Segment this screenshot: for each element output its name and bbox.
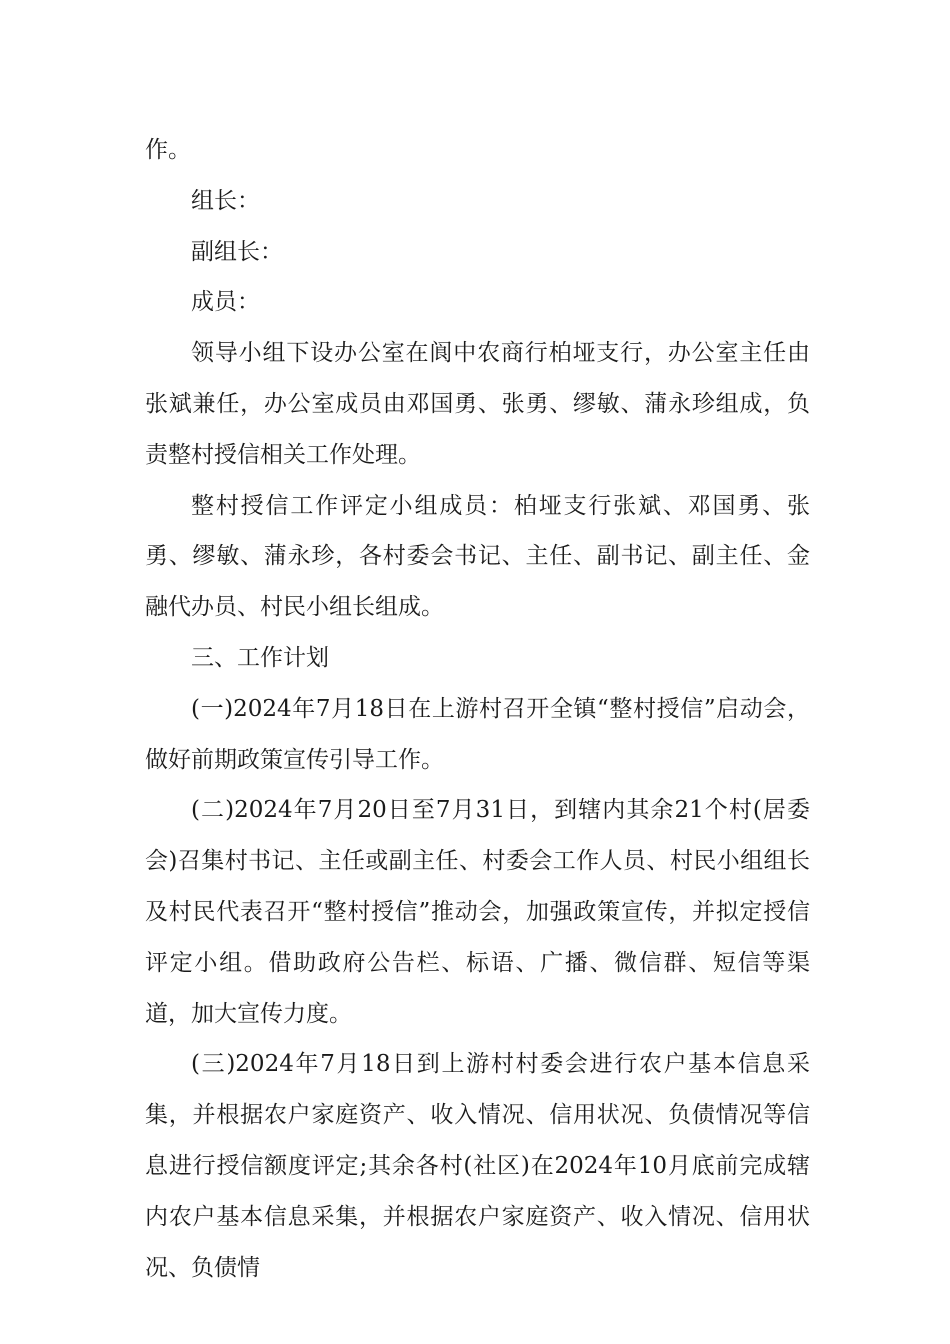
paragraph-plan-item-2: (二)2024年7月20日至7月31日，到辖内其余21个村(居委会)召集村书记、主任或副主任、村委会工作人员、村民小组组长及村民代表召开“整村授信”推动会，加强政策宣传，并拟定授信评定小组。借助政府公告栏、标语、广播、微信群、短信等渠道，加大宣传力度。 — [145, 797, 810, 1027]
document-body — [145, 125, 810, 1293]
paragraph-office: 领导小组下设办公室在阆中农商行柏垭支行，办公室主任由张斌兼任，办公室成员由邓国勇、张勇、缪敏、蒲永珍组成，负责整村授信相关工作处理。 — [145, 340, 810, 468]
paragraph-plan-item-3: (三)2024年7月18日到上游村村委会进行农户基本信息采集，并根据农户家庭资产、收入情况、信用状况、负债情况等信息进行授信额度评定;其余各村(社区)在2024年10月底前完成辖内农户基本信息采集，并根据农户家庭资产、收入情况、信用状况、负债情 — [145, 1051, 810, 1281]
paragraph-evaluation-group: 整村授信工作评定小组成员：柏垭支行张斌、邓国勇、张勇、缪敏、蒲永珍，各村委会书记、主任、副书记、副主任、金融代办员、村民小组长组成。 — [145, 492, 810, 621]
paragraph-plan-item-1: (一)2024年7月18日在上游村召开全镇“整村授信”启动会，做好前期政策宣传引导工作。 — [145, 695, 810, 773]
paragraph-continuation: 作。 — [145, 137, 191, 163]
paragraph-group-leader: 组长： — [191, 187, 260, 214]
paragraph-deputy-leader: 副组长： — [191, 238, 283, 265]
paragraph-members: 成员： — [191, 289, 260, 316]
section-heading-work-plan: 三、工作计划 — [191, 644, 329, 671]
